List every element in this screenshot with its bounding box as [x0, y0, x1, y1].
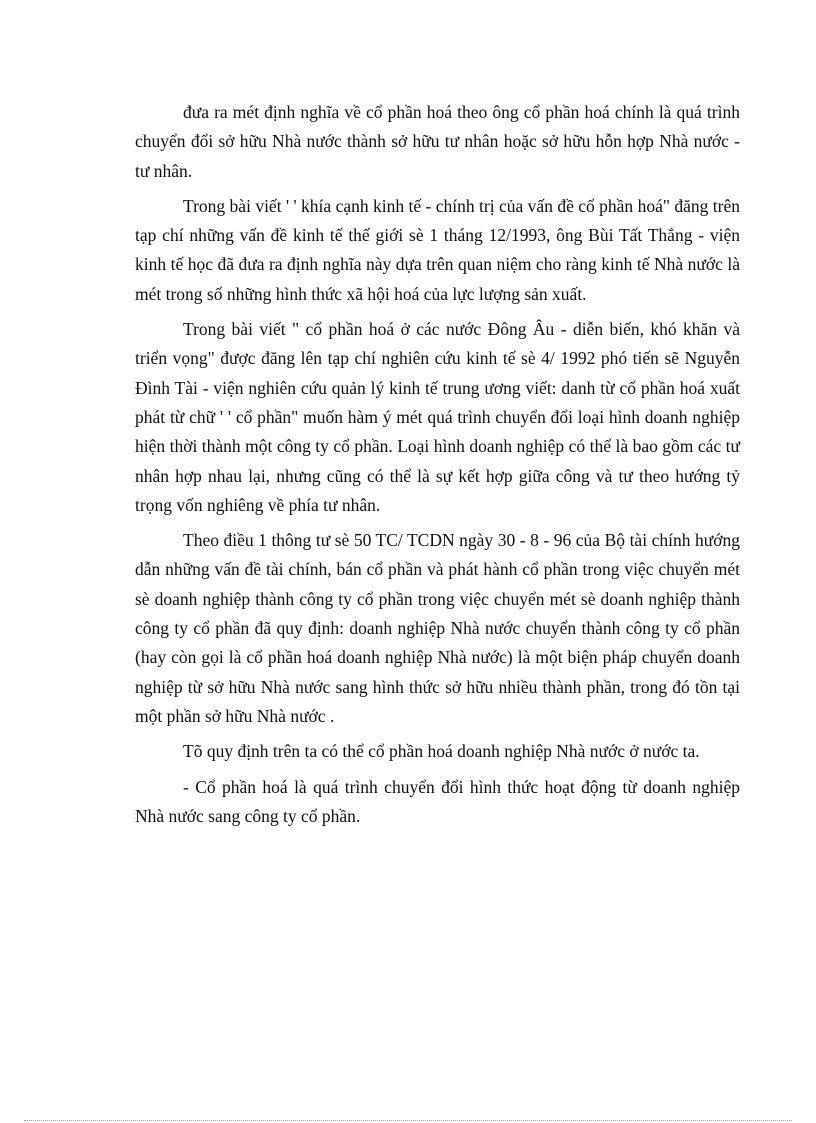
paragraph-6: - Cổ phần hoá là quá trình chuyển đổi hình thức hoạt động từ doanh nghiệp Nhà nước sang công ty cổ phần.: [135, 776, 740, 826]
page-bottom-divider: [24, 1120, 792, 1121]
paragraph-2: Trong bài viết ' ' khía cạnh kinh tế - chính trị của vấn đề cổ phần hoá" đăng trên tạp chí những vấn đề kinh tế thế giới sè 1 tháng 12/1993, ông Bùi Tất Thắng - viện kinh tế học đã đưa ra định nghĩa này dựa trên quan niệm cho ràng kinh tế Nhà nước là mét trong số những hình thức xã hội hoá của lực lượng sản xuất.: [135, 195, 740, 304]
paragraph-5: Tõ quy định trên ta có thể cổ phần hoá doanh nghiệp Nhà nước ở nước ta.: [183, 741, 700, 762]
paragraph-4: Theo điều 1 thông tư sè 50 TC/ TCDN ngày 30 - 8 - 96 của Bộ tài chính hướng dẫn những vấn đề tài chính, bán cổ phần và phát hành cổ phần trong việc chuyển mét sè doanh nghiệp thành công ty cổ phần trong việc chuyển mét sè doanh nghiệp thành công ty cổ phần đã quy định: doanh nghiệp Nhà nước chuyển thành công ty cổ phần (hay còn gọi là cổ phần hoá doanh nghiệp Nhà nước) là một biện pháp chuyển doanh nghiệp từ sở hữu Nhà nước sang hình thức sở hữu nhiều thành phần, trong đó tồn tại một phần sở hữu Nhà nước .: [135, 530, 740, 726]
paragraph-1: đưa ra mét định nghĩa về cổ phần hoá theo ông cổ phần hoá chính là quá trình chuyển đổi sở hữu Nhà nước thành sở hữu tư nhân hoặc sở hữu hỗn hợp Nhà nước - tư nhân.: [135, 102, 740, 181]
paragraph-3: Trong bài viết " cổ phần hoá ở các nước Đông Âu - diễn biến, khó khăn và triển vọng" được đăng lên tạp chí nghiên cứu kinh tế sè 4/ 1992 phó tiến sẽ Nguyễn Đình Tài - viện nghiên cứu quản lý kinh tế trung ương viết: danh từ cổ phần hoá xuất phát từ chữ ' ' cổ phần" muốn hàm ý mét quá trình chuyển đổi loại hình doanh nghiệp hiện thời thành một công ty cổ phần. Loại hình doanh nghiệp có thể là bao gồm các tư nhân hợp nhau lại, nhưng cũng có thể là sự kết hợp giữa công và tư theo hướng tỷ trọng vốn nghiêng về phía tư nhân.: [135, 319, 740, 515]
document-body: [135, 98, 740, 837]
